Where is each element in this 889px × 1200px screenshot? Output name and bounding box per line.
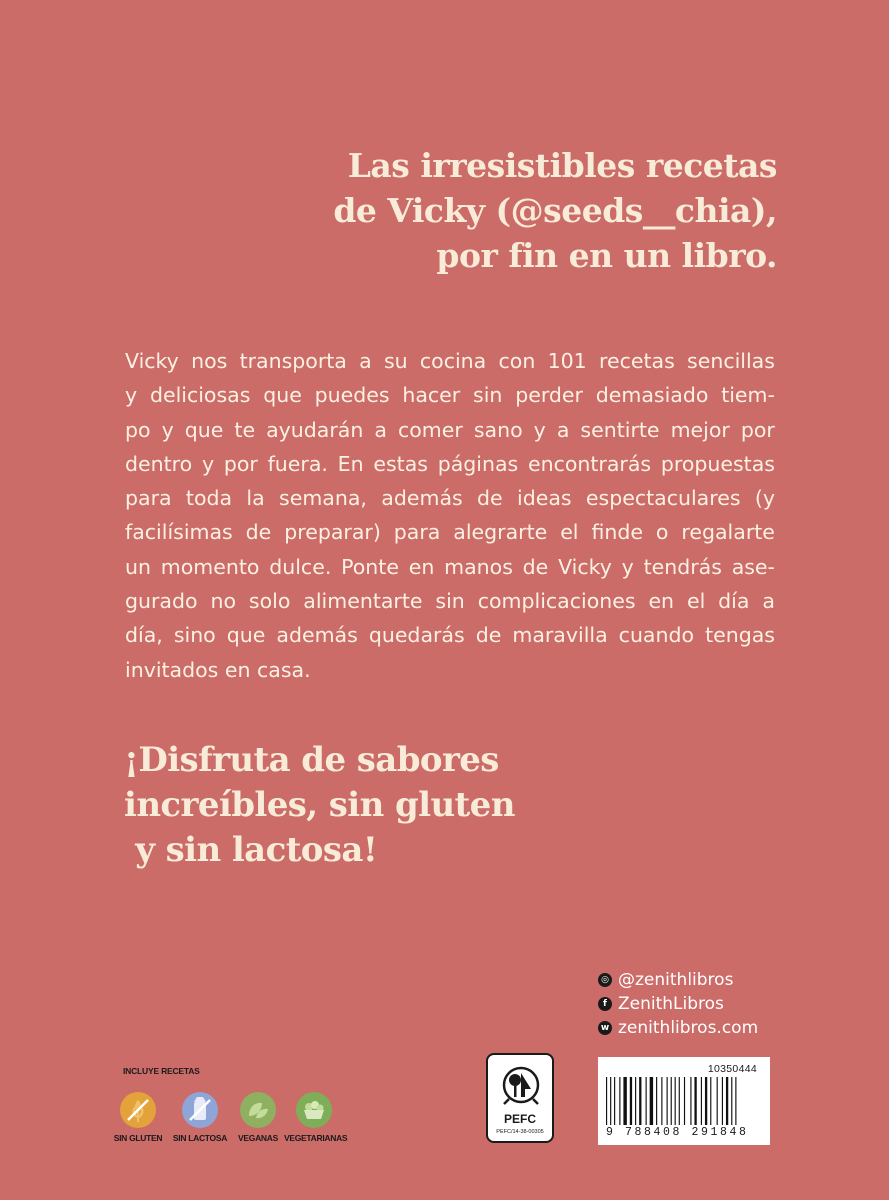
description-word: solo	[248, 589, 291, 614]
description-word: fuera.	[267, 451, 328, 476]
description-word: te	[234, 417, 256, 442]
website-icon: w	[598, 1021, 612, 1035]
description-word: de	[245, 520, 272, 545]
description-word: hacer	[402, 383, 461, 408]
tagline-line: de Vicky (@seeds__chia),	[333, 191, 777, 230]
description-word: ayudarán	[266, 417, 364, 442]
instagram-icon: ◎	[598, 973, 612, 987]
badge-vegetarianas	[284, 1092, 348, 1143]
description-word: sano	[473, 417, 523, 442]
description-word: alegrarte	[453, 520, 548, 545]
description-word: En	[337, 451, 364, 476]
description-word: para	[393, 520, 441, 545]
description-word: que	[184, 417, 224, 442]
description-word: que	[263, 383, 302, 408]
description-line	[125, 584, 775, 618]
badge-label: VEGANAS	[238, 1133, 278, 1143]
facebook-handle: ZenithLibros	[618, 994, 724, 1014]
description-word: cuando	[618, 623, 695, 648]
description-word: Vicky	[558, 554, 612, 579]
description-word: maravilla	[512, 623, 608, 648]
description-word: sentirte	[580, 417, 660, 442]
description-line	[125, 344, 775, 378]
description-word: a	[556, 417, 570, 442]
tagline	[333, 143, 777, 278]
description-word: facilísimas	[125, 520, 233, 545]
callout-text	[124, 738, 515, 873]
description-line	[125, 413, 775, 447]
description-word: a	[374, 417, 387, 442]
tagline-line: por fin en un libro.	[436, 236, 777, 275]
facebook-link[interactable]	[598, 992, 758, 1016]
description-word: espectaculares	[585, 486, 741, 511]
description-word: recetas	[599, 349, 675, 373]
description-word: toda	[185, 486, 233, 511]
description-word: preparar)	[284, 520, 381, 545]
description-word: regalarte	[681, 520, 775, 545]
description-word: semana,	[279, 486, 367, 511]
facebook-icon: f	[598, 997, 612, 1011]
callout-line: y sin lactosa!	[124, 830, 378, 870]
description-word: a	[762, 589, 775, 614]
description-word: (y	[754, 486, 775, 511]
description-word: en	[408, 554, 435, 579]
website-url: zenithlibros.com	[618, 1018, 759, 1038]
description-word: el	[686, 589, 706, 614]
leaves-icon	[240, 1092, 276, 1128]
instagram-handle: @zenithlibros	[618, 970, 734, 990]
description-word: po	[125, 417, 151, 442]
barcode	[598, 1057, 770, 1145]
description-line	[125, 515, 775, 549]
social-links	[598, 968, 758, 1040]
description-word: que	[226, 623, 266, 648]
description-word: puedes	[314, 383, 390, 408]
description-word: de	[475, 623, 502, 648]
description-word: momento	[160, 554, 260, 579]
description-word: quedarás	[368, 623, 465, 648]
description-word: día	[718, 589, 750, 614]
description-word: sin	[473, 383, 503, 408]
description-word: páginas	[437, 451, 519, 476]
description-line	[125, 653, 775, 687]
description-line	[125, 378, 775, 412]
description-word: cocina	[419, 349, 487, 373]
description-word: por	[223, 451, 258, 476]
barcode-reference: 10350444	[707, 1063, 757, 1075]
description-word: día,	[125, 623, 163, 648]
description-word: dulce.	[269, 554, 332, 579]
pefc-certification	[486, 1053, 554, 1143]
description-word: y	[621, 554, 634, 579]
description-word: además	[276, 623, 358, 648]
badge-veganas	[228, 1092, 288, 1143]
description-word: de	[477, 486, 503, 511]
description-word: sin	[435, 589, 465, 614]
description-word: nos	[191, 349, 228, 373]
description-word: Vicky	[125, 349, 179, 373]
pefc-code: PEFC/14-38-00305	[496, 1129, 544, 1135]
description-line	[125, 550, 775, 584]
description-word: encontrarás	[527, 451, 652, 476]
pefc-tree-icon	[501, 1063, 541, 1109]
description-line	[125, 618, 775, 652]
description-word: con	[498, 349, 536, 373]
description-word: por	[740, 417, 775, 442]
vegetable-basket-icon	[296, 1092, 332, 1128]
description-word: gurado	[125, 589, 198, 614]
isbn-number: 9 788408 291848	[606, 1126, 749, 1139]
description-word: la	[246, 486, 265, 511]
includes-title: INCLUYE RECETAS	[123, 1066, 200, 1076]
description-word: no	[210, 589, 237, 614]
book-description	[125, 344, 775, 687]
description-word: su	[383, 349, 408, 373]
description-word: tiem-	[721, 383, 775, 408]
callout-line: ¡Disfruta de sabores	[124, 740, 499, 780]
description-line	[125, 481, 775, 515]
description-word: o	[655, 520, 669, 545]
description-word: dentro	[125, 451, 193, 476]
description-word: y	[201, 451, 215, 476]
description-word: ideas	[517, 486, 572, 511]
description-word: finde	[591, 520, 643, 545]
description-word: ase-	[731, 554, 775, 579]
description-word: además	[381, 486, 463, 511]
tagline-line: Las irresistibles recetas	[347, 146, 777, 185]
badge-label: VEGETARIANAS	[284, 1133, 348, 1143]
description-word: el	[560, 520, 579, 545]
description-word: para	[125, 486, 172, 511]
badge-label: SIN LACTOSA	[172, 1133, 228, 1143]
description-word: y	[533, 417, 546, 442]
callout-line: increíbles, sin gluten	[124, 785, 515, 825]
description-word: mejor	[670, 417, 730, 442]
description-word: tengas	[705, 623, 775, 648]
description-word: en	[648, 589, 675, 614]
description-word: invitados en casa.	[125, 657, 311, 682]
description-word: manos	[444, 554, 513, 579]
description-word: a	[359, 349, 372, 373]
description-word: un	[125, 554, 151, 579]
description-word: propuestas	[660, 451, 775, 476]
description-word: alimentarte	[303, 589, 423, 614]
pefc-name: PEFC	[503, 1112, 536, 1126]
description-word: demasiado	[595, 383, 709, 408]
wheat-crossed-icon	[120, 1092, 156, 1128]
description-word: y	[161, 417, 174, 442]
description-word: tendrás	[643, 554, 722, 579]
description-word: comer	[397, 417, 463, 442]
description-word: de	[522, 554, 549, 579]
description-word: perder	[515, 383, 583, 408]
website-link[interactable]	[598, 1016, 758, 1040]
barcode-bars	[606, 1077, 762, 1127]
description-word: sino	[173, 623, 216, 648]
instagram-link[interactable]	[598, 968, 758, 992]
badge-sin-gluten	[108, 1092, 168, 1143]
description-word: 101	[547, 349, 587, 373]
description-word: complicaciones	[477, 589, 636, 614]
description-word: y	[125, 383, 138, 408]
description-word: estas	[373, 451, 428, 476]
description-word: deliciosas	[149, 383, 251, 408]
badge-sin-lactosa	[170, 1092, 230, 1143]
description-word: sencillas	[687, 349, 775, 373]
description-word: transporta	[239, 349, 347, 373]
description-line	[125, 447, 775, 481]
milk-crossed-icon	[182, 1092, 218, 1128]
badge-label: SIN GLUTEN	[113, 1133, 163, 1143]
description-word: Ponte	[341, 554, 399, 579]
